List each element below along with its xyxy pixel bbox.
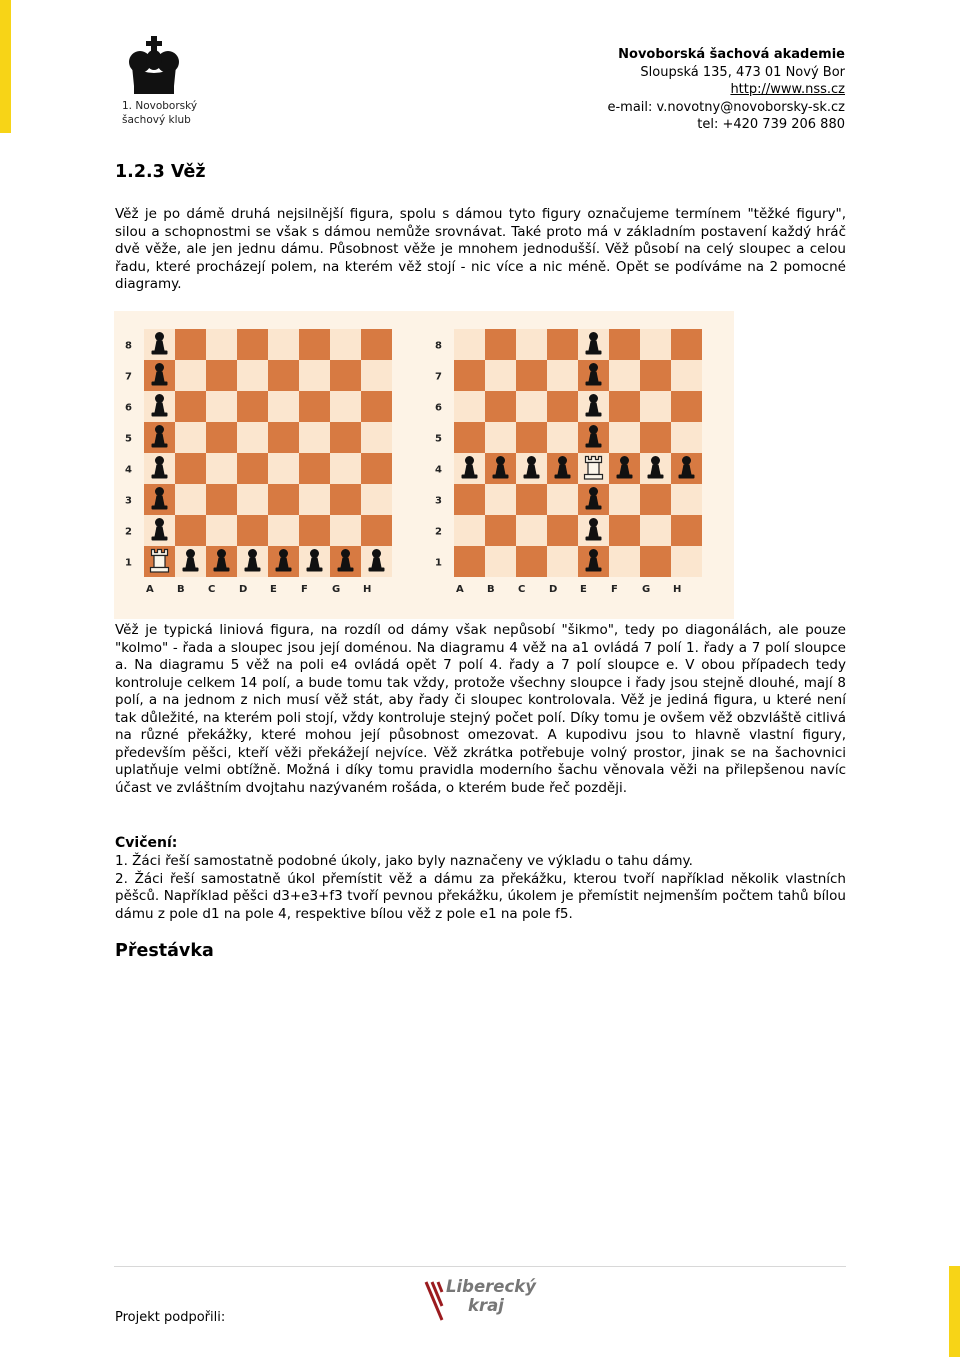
- sponsor-logo: [424, 1278, 544, 1324]
- board-square: [485, 360, 516, 391]
- board-square: [330, 484, 361, 515]
- file-label: C: [208, 584, 216, 595]
- board-square: [547, 391, 578, 422]
- board-square: [671, 422, 702, 453]
- exercise-item: 1. Žáci řeší samostatně podobné úkoly, jako byly naznačeny ve výkladu o tahu dámy.: [115, 853, 693, 869]
- board-square: [485, 546, 516, 577]
- board-square: [361, 391, 392, 422]
- diagram-area: [114, 311, 734, 619]
- phone: tel: +420 739 206 880: [697, 117, 845, 132]
- board-square: [206, 484, 237, 515]
- footer-label: Projekt podpořili:: [115, 1310, 226, 1325]
- exercise-item: 2. Žáci řeší samostatně úkol přemístit věž a dámu za překážku, kterou tvoří například několik vlastních pěšců. Například pěšci d3+e3+f3 tvoří pevnou překážku, úkolem je přemístit nejmenším počtem tahů bílou dámu z pole d1 na pole 4, respektive bílou věž z pole e1 na pole f5.: [115, 870, 846, 922]
- board-square: [640, 422, 671, 453]
- board-square: [485, 484, 516, 515]
- chessboard: [424, 311, 734, 619]
- board-square: [454, 546, 485, 577]
- website-link[interactable]: http://www.nss.cz: [730, 82, 845, 97]
- board-square: [268, 422, 299, 453]
- contact-block: [607, 46, 845, 134]
- board-square: [609, 329, 640, 360]
- rank-label: 4: [125, 464, 132, 476]
- sponsor-logo-line2: kraj: [468, 1296, 504, 1315]
- exercise-list: [115, 853, 846, 923]
- board-square: [547, 515, 578, 546]
- board-square: [361, 360, 392, 391]
- board-square: [299, 422, 330, 453]
- sponsor-logo-stripes-icon: [424, 1280, 444, 1322]
- board-square: [640, 329, 671, 360]
- board-square: [175, 360, 206, 391]
- club-name-line2: šachový klub: [122, 114, 191, 126]
- club-logo: [116, 36, 206, 128]
- board-square: [175, 515, 206, 546]
- board-square: [299, 391, 330, 422]
- board-square: [361, 515, 392, 546]
- board-square: [268, 391, 299, 422]
- board-square: [175, 484, 206, 515]
- rank-label: 4: [435, 464, 442, 476]
- board-square: [299, 515, 330, 546]
- file-label: B: [177, 584, 185, 595]
- rank-label: 5: [125, 433, 132, 445]
- board-square: [454, 422, 485, 453]
- chess-king-icon: [128, 36, 180, 96]
- board-square: [206, 453, 237, 484]
- board-square: [268, 515, 299, 546]
- diagram-5: [424, 311, 734, 619]
- board-square: [485, 515, 516, 546]
- page-edge-accent-left: [0, 0, 11, 133]
- board-square: [485, 391, 516, 422]
- board-square: [206, 515, 237, 546]
- rank-label: 2: [125, 526, 132, 538]
- rank-label: 3: [435, 495, 442, 507]
- diagram-4: [114, 311, 424, 619]
- board-square: [330, 515, 361, 546]
- file-label: H: [673, 584, 682, 595]
- rank-label: 6: [125, 402, 132, 414]
- board-square: [299, 360, 330, 391]
- board-square: [671, 546, 702, 577]
- board-square: [640, 360, 671, 391]
- rank-label: 1: [125, 557, 132, 569]
- board-square: [609, 546, 640, 577]
- rank-label: 2: [435, 526, 442, 538]
- board-square: [175, 453, 206, 484]
- board-square: [361, 422, 392, 453]
- board-square: [175, 422, 206, 453]
- board-square: [299, 484, 330, 515]
- board-square: [268, 484, 299, 515]
- file-label: F: [301, 584, 308, 595]
- intro-paragraph: Věž je po dámě druhá nejsilnější figura, spolu s dámou tyto figury označujeme termínem "těžké figury", silou a schopnostmi se však s dámou nemůže srovnávat. Také proto má v základním postavení každý hráč dvě věže, ale jen jednu dámu. Působnost věže je mnohem jednodušší. Věž působí na celý sloupec a celou řadu, které procházejí polem, na kterém věž stojí - nic více a nic méně. Opět se podíváme na 2 pomocné diagramy.: [115, 206, 846, 292]
- file-label: C: [518, 584, 526, 595]
- rank-label: 6: [435, 402, 442, 414]
- board-square: [609, 515, 640, 546]
- board-square: [609, 391, 640, 422]
- board-square: [547, 360, 578, 391]
- board-square: [237, 484, 268, 515]
- board-square: [516, 515, 547, 546]
- file-label: H: [363, 584, 372, 595]
- board-square: [237, 360, 268, 391]
- board-square: [237, 329, 268, 360]
- board-square: [330, 360, 361, 391]
- board-square: [609, 422, 640, 453]
- board-square: [516, 484, 547, 515]
- chessboard: [114, 311, 424, 619]
- file-label: G: [332, 584, 341, 595]
- footer-divider: [114, 1266, 846, 1267]
- sponsor-logo-line1: Liberecký: [446, 1277, 537, 1296]
- board-square: [485, 422, 516, 453]
- board-square: [671, 329, 702, 360]
- club-name-line1: 1. Novoborský: [122, 100, 198, 112]
- board-square: [671, 391, 702, 422]
- page-edge-accent-right: [949, 1266, 960, 1357]
- board-square: [268, 329, 299, 360]
- board-square: [516, 422, 547, 453]
- board-square: [516, 546, 547, 577]
- file-label: G: [642, 584, 651, 595]
- rank-label: 5: [435, 433, 442, 445]
- address: Sloupská 135, 473 01 Nový Bor: [640, 64, 845, 80]
- board-square: [330, 453, 361, 484]
- board-square: [671, 515, 702, 546]
- board-square: [454, 360, 485, 391]
- board-square: [206, 360, 237, 391]
- board-square: [299, 453, 330, 484]
- board-square: [206, 391, 237, 422]
- rank-label: 3: [125, 495, 132, 507]
- board-square: [609, 484, 640, 515]
- board-square: [268, 453, 299, 484]
- board-square: [671, 484, 702, 515]
- board-square: [547, 329, 578, 360]
- board-square: [609, 360, 640, 391]
- board-square: [547, 484, 578, 515]
- organization-name: Novoborská šachová akademie: [618, 47, 845, 62]
- board-square: [206, 422, 237, 453]
- board-square: [237, 453, 268, 484]
- board-square: [361, 329, 392, 360]
- file-label: E: [270, 584, 277, 595]
- file-label: A: [146, 584, 154, 595]
- board-square: [175, 391, 206, 422]
- board-square: [640, 391, 671, 422]
- board-square: [330, 422, 361, 453]
- board-square: [516, 391, 547, 422]
- board-square: [268, 360, 299, 391]
- file-label: D: [239, 584, 248, 595]
- rank-label: 7: [435, 371, 442, 383]
- board-square: [547, 422, 578, 453]
- section-heading: 1.2.3 Věž: [115, 162, 206, 182]
- board-square: [454, 484, 485, 515]
- file-label: A: [456, 584, 464, 595]
- board-square: [330, 391, 361, 422]
- board-square: [175, 329, 206, 360]
- explanation-paragraph: Věž je typická liniová figura, na rozdíl od dámy však nepůsobí "šikmo", tedy po diagonálách, ale pouze "kolmo" - řada a sloupec jsou její doménou. Na diagramu 4 věž na a1 ovládá 7 polí 1. řady a 7 polí sloupce a. Na diagramu 5 věž na poli e4 ovládá opět 7 polí 4. řady a 7 polí sloupce e. V obou případech tedy kontroluje celkem 14 polí, a bude tomu tak vždy, protože všechny sloupce i řady jsou stejně dlouhé, mají 8 polí, a na jednom z nich musí věž stát, aby řady či sloupec kontrolovala. Věž je jediná figura, u které není tak důležité, na kterém poli stojí, vždy kontroluje stejný počet polí. Díky tomu je ovšem věž obzvláště citlivá na různé překážky, které mohou její působnost omezovat. A kupodivu jsou to hlavně vlastní figury, především pěšci, kteří věži překážejí nejvíce. Věž zkrátka potřebuje volný prostor, jinak se na šachovnici uplatňuje velmi obtížně. Možná i díky tomu pravidla moderního šachu věnovala věži na přilepšenou navíc účast ve zvláštním dvojtahu nazývaném rošáda, o kterém bude řeč později.: [115, 622, 846, 796]
- board-square: [640, 484, 671, 515]
- file-label: D: [549, 584, 558, 595]
- board-square: [454, 515, 485, 546]
- board-square: [516, 329, 547, 360]
- board-square: [237, 515, 268, 546]
- board-square: [299, 329, 330, 360]
- board-square: [640, 546, 671, 577]
- board-square: [671, 360, 702, 391]
- break-heading: Přestávka: [115, 941, 214, 961]
- email: e-mail: v.novotny@novoborsky-sk.cz: [607, 99, 845, 115]
- board-square: [454, 391, 485, 422]
- rank-label: 8: [435, 340, 442, 352]
- rank-label: 8: [125, 340, 132, 352]
- board-square: [237, 391, 268, 422]
- file-label: F: [611, 584, 618, 595]
- board-square: [485, 329, 516, 360]
- rank-label: 7: [125, 371, 132, 383]
- file-label: B: [487, 584, 495, 595]
- board-square: [206, 329, 237, 360]
- board-square: [454, 329, 485, 360]
- board-square: [330, 329, 361, 360]
- file-label: E: [580, 584, 587, 595]
- rank-label: 1: [435, 557, 442, 569]
- board-square: [516, 360, 547, 391]
- board-square: [237, 422, 268, 453]
- board-square: [547, 546, 578, 577]
- board-square: [640, 515, 671, 546]
- board-square: [361, 453, 392, 484]
- board-square: [361, 484, 392, 515]
- exercise-label: Cvičení:: [115, 835, 178, 851]
